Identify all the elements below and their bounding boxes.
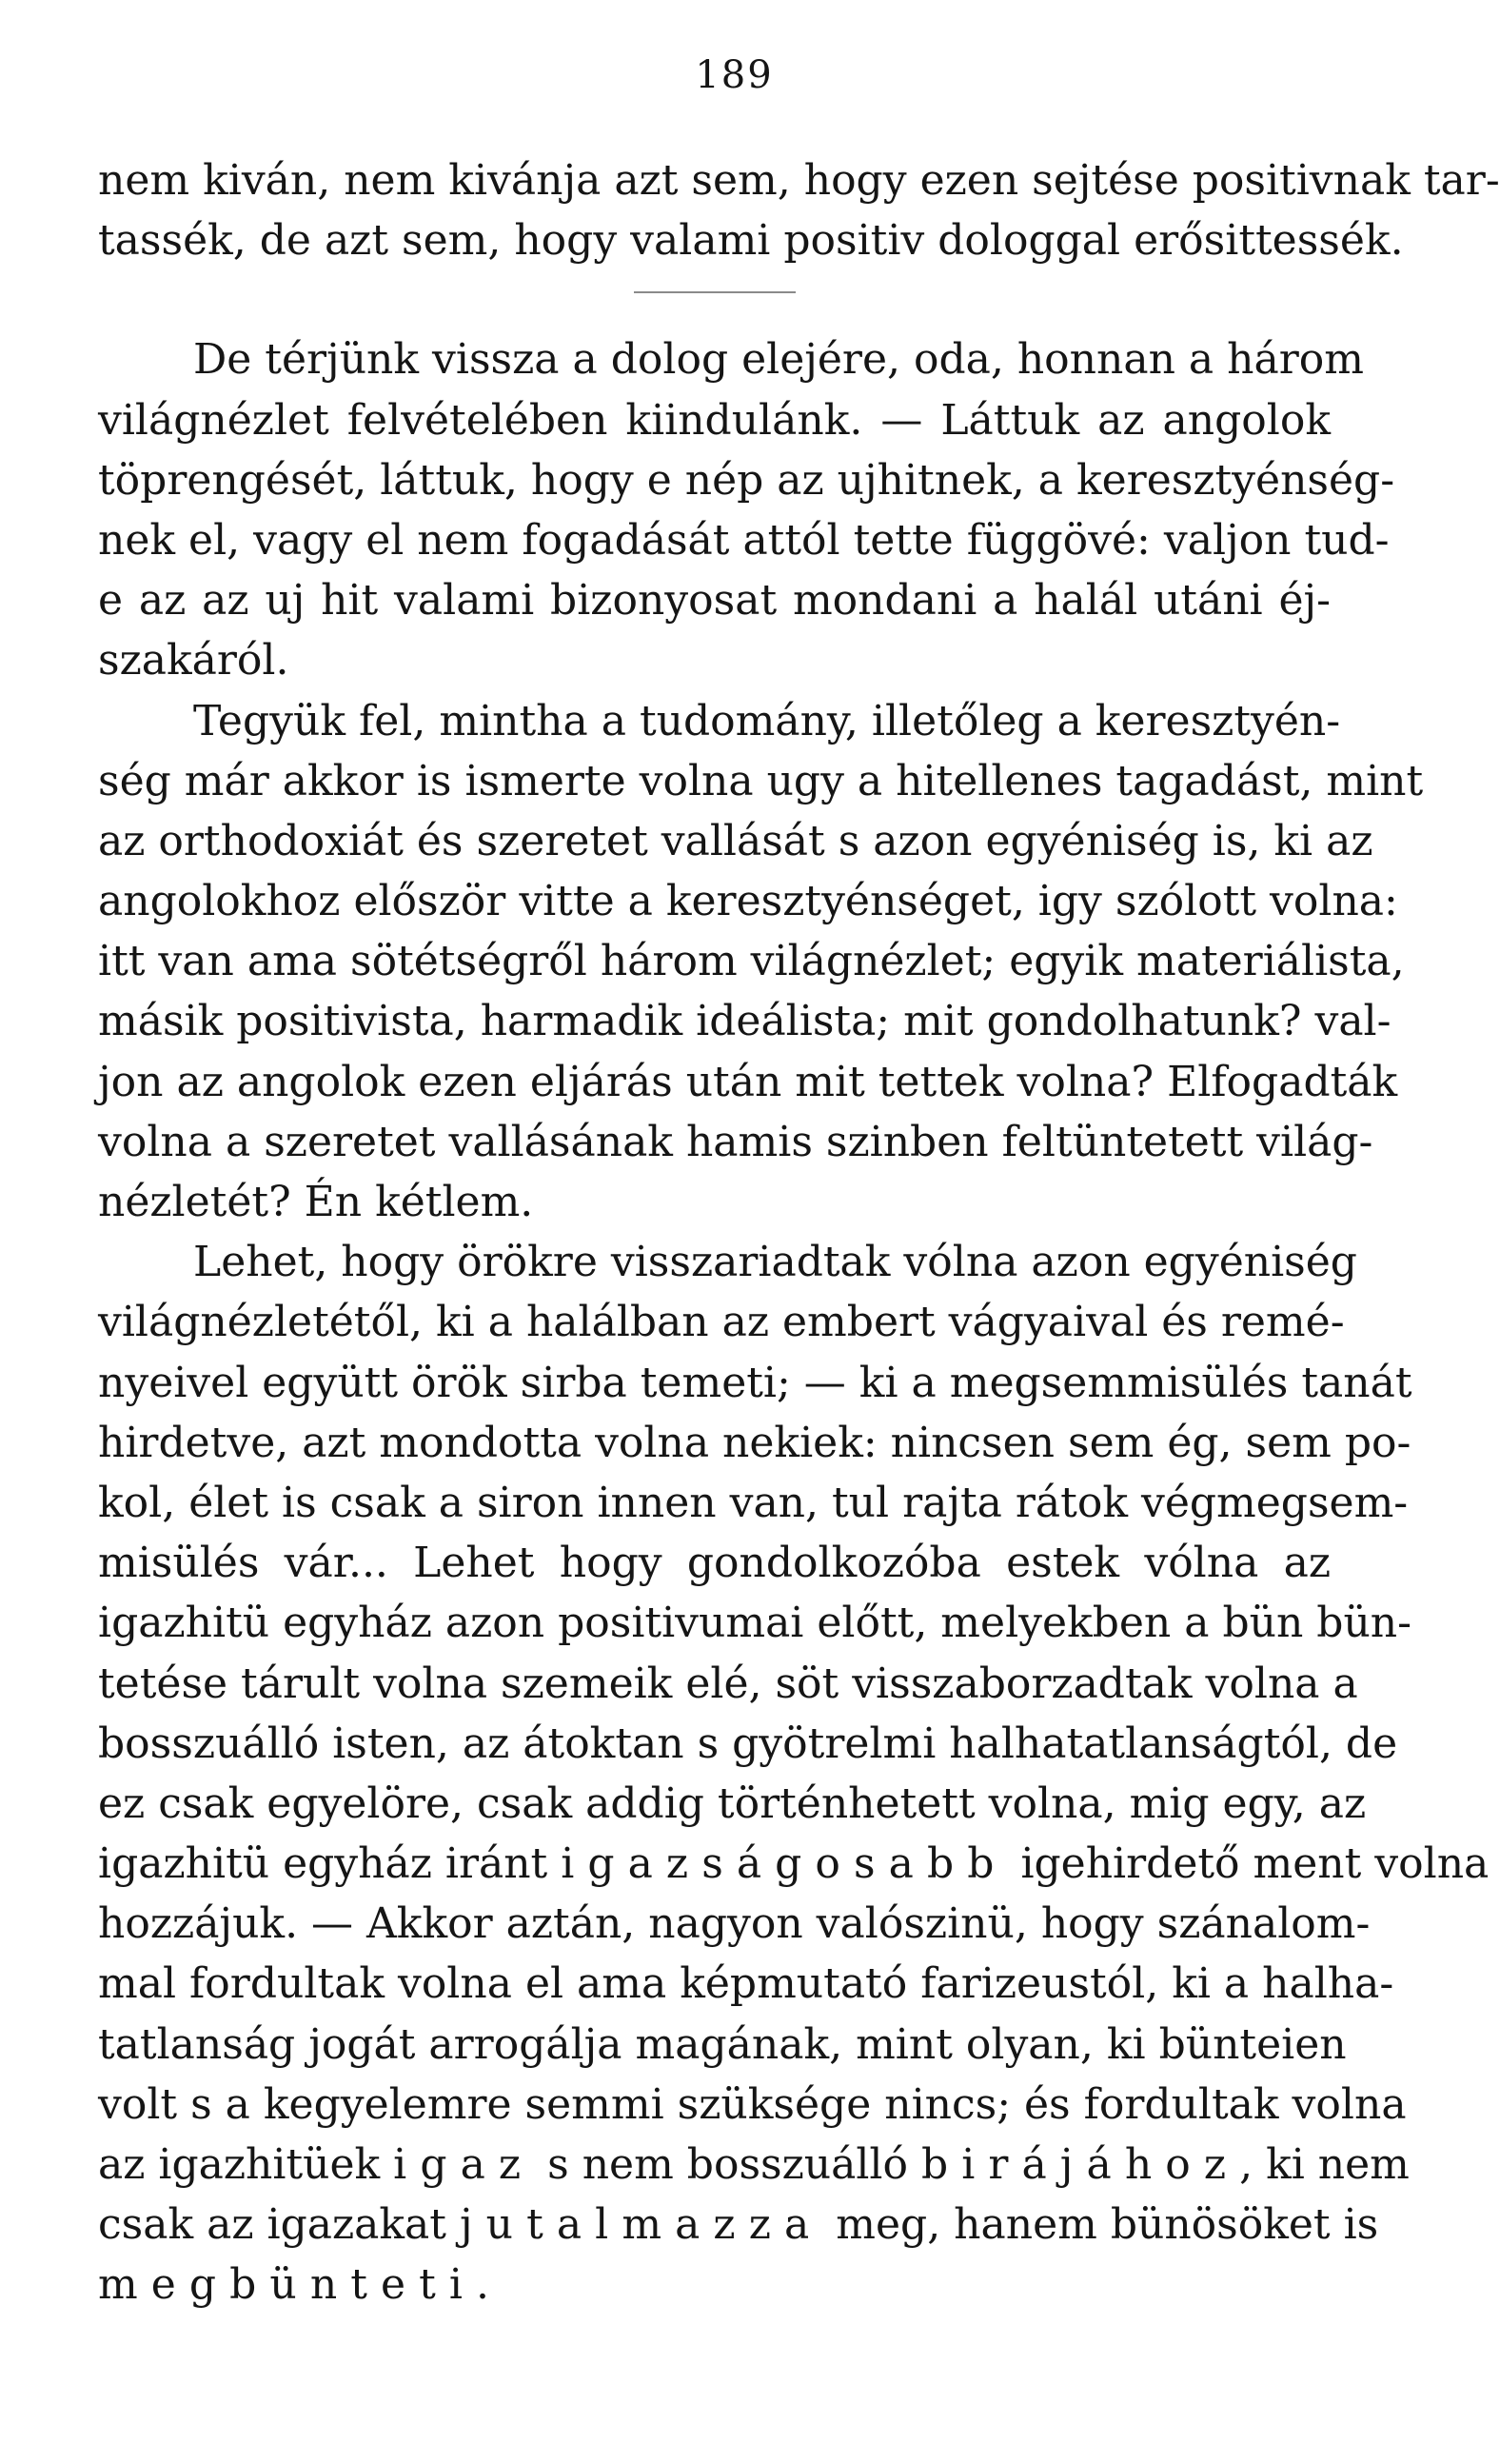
text-line: e az az uj hit valami bizonyosat mondani a halál utáni éj-	[98, 576, 1331, 626]
text-line: nézletét? Én kétlem.	[98, 1178, 534, 1226]
text-line: volt s a kegyelemre semmi szüksége nincs; és fordultak volna	[98, 2079, 1407, 2129]
text-line: bosszuálló isten, az átoktan s gyötrelmi halhatatlanságtól, de	[98, 1719, 1398, 1768]
text-line: másik positivista, harmadik ideálista; mit gondolhatunk? val-	[98, 997, 1391, 1046]
page-number: 189	[695, 53, 774, 97]
emphasized-text: igaz	[393, 2140, 535, 2189]
text-line: világnézletétől, ki a halálban az embert vágyaival és remé-	[98, 1298, 1345, 1347]
text-run: s nem bosszuálló	[534, 2140, 921, 2189]
text-run: csak az igazakat	[98, 2200, 460, 2250]
text-run: igazhitü egyház iránt	[98, 1839, 562, 1889]
text-run: .	[476, 2260, 490, 2310]
text-line	[98, 2195, 1379, 2255]
text-line: ez csak egyelöre, csak addig történhetett volna, mig egy, az	[98, 1778, 1367, 1828]
text-line: tatlanság jogát arrogálja magának, mint olyan, ki bünteien	[98, 2019, 1347, 2069]
section-divider	[634, 291, 796, 293]
text-line: hirdetve, azt mondotta volna nekiek: nincsen sem ég, sem po-	[98, 1418, 1411, 1467]
body-text	[98, 150, 1500, 2315]
text-line: tassék, de azt sem, hogy valami positiv dologgal erősittessék.	[98, 216, 1404, 266]
text-run: meg, hanem bünösöket is	[822, 2200, 1379, 2250]
text-line: angolokhoz először vitte a keresztyénséget, igy szólott volna:	[98, 877, 1398, 926]
emphasized-text: jutalmazza	[459, 2200, 823, 2250]
text-line: az orthodoxiát és szeretet vallását s azon egyéniség is, ki az	[98, 816, 1373, 865]
text-line: nem kiván, nem kivánja azt sem, hogy ezen sejtése positivnak tar-	[98, 156, 1500, 205]
text-line: jon az angolok ezen eljárás után mit tettek volna? Elfogadták	[98, 1057, 1398, 1106]
text-line	[98, 1834, 1490, 1894]
text-line	[98, 2135, 1410, 2195]
text-line	[98, 2255, 1331, 2315]
text-line: szakáról.	[98, 636, 289, 686]
text-line: hozzájuk. — Akkor aztán, nagyon valószinü, hogy szánalom-	[98, 1899, 1371, 1949]
text-line: világnézlet felvételében kiindulánk. — Láttuk az angolok	[98, 395, 1331, 445]
text-line: töprengését, láttuk, hogy e nép az ujhitnek, a keresztyénség-	[98, 455, 1395, 505]
text-run: az igazhitüek	[98, 2140, 394, 2189]
text-line: igazhitü egyház azon positivumai előtt, melyekben a bün bün-	[98, 1599, 1411, 1648]
emphasized-text: megbünteti	[98, 2260, 477, 2310]
text-line: nyeivel együtt örök sirba temeti; — ki a megsemmisülés tanát	[98, 1358, 1412, 1407]
text-line: ség már akkor is ismerte volna ugy a hitellenes tagadást, mint	[98, 756, 1424, 805]
text-line: tetése tárult volna szemeik elé, söt visszaborzadtak volna a	[98, 1659, 1358, 1708]
emphasized-text: igazságosabb	[561, 1839, 1008, 1889]
text-run: , ki nem	[1239, 2140, 1410, 2189]
text-line: De térjünk vissza a dolog elejére, oda, honnan a három	[193, 335, 1364, 385]
text-line: misülés vár... Lehet hogy gondolkozóba estek vólna az	[98, 1539, 1331, 1588]
text-line: Lehet, hogy örökre visszariadtak vólna azon egyéniség	[193, 1238, 1357, 1287]
text-line: Tegyük fel, mintha a tudomány, illetőleg a keresztyén-	[193, 696, 1341, 745]
text-run: igehirdető ment volna	[1007, 1839, 1490, 1889]
text-line: nek el, vagy el nem fogadását attól tette függövé: valjon tud-	[98, 515, 1390, 565]
text-line: kol, élet is csak a siron innen van, tul rajta rátok végmegsem-	[98, 1478, 1409, 1527]
text-line: itt van ama sötétségről három világnézlet; egyik materiálista,	[98, 937, 1405, 986]
text-line: mal fordultak volna el ama képmutató farizeustól, ki a halha-	[98, 1959, 1394, 2009]
emphasized-text: birájához	[920, 2140, 1240, 2189]
text-line: volna a szeretet vallásának hamis szinben feltüntetett világ-	[98, 1117, 1373, 1166]
